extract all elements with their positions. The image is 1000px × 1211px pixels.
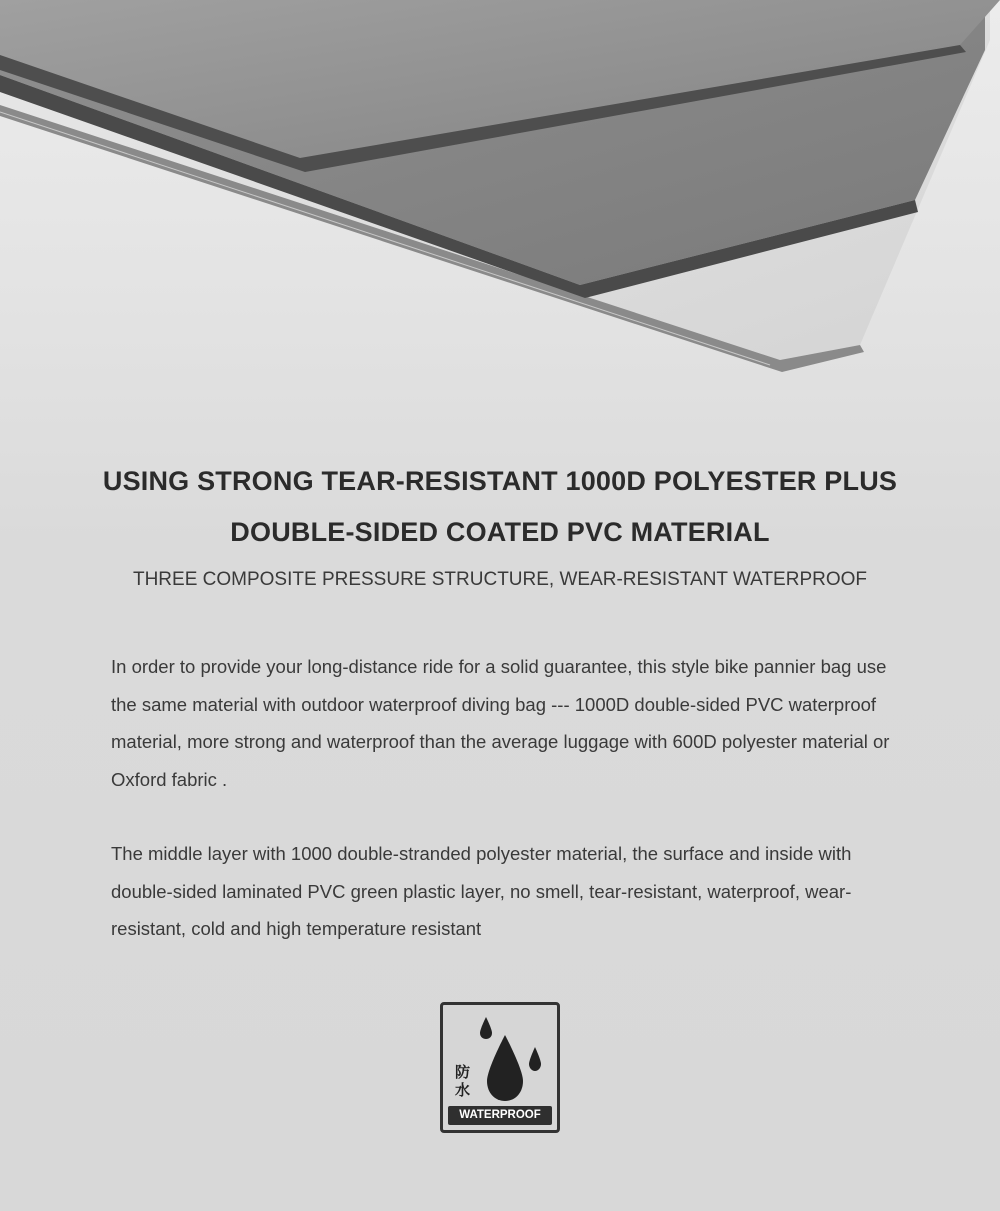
material-layers-image bbox=[0, 0, 1000, 430]
description-paragraph-2: The middle layer with 1000 double-stranded polyester material, the surface and inside with double-sided laminated PVC green plastic layer, no smell, tear-resistant, waterproof, wear-resistant, cold and high temperature resistant bbox=[111, 843, 852, 939]
badge-label: WATERPROOF bbox=[448, 1106, 552, 1125]
waterproof-badge bbox=[440, 1002, 560, 1133]
description-paragraph-1: In order to provide your long-distance ride for a solid guarantee, this style bike pannier bag use the same material with outdoor waterproof diving bag --- 1000D double-sided PVC waterproof material, more strong and waterproof than the average luggage with 600D polyester material or Oxford fabric . bbox=[111, 656, 890, 790]
headline-line-1: USING STRONG TEAR-RESISTANT 1000D POLYESTER PLUS bbox=[102, 466, 898, 496]
badge-chinese-text: 防水 bbox=[455, 1063, 471, 1099]
subheadline: THREE COMPOSITE PRESSURE STRUCTURE, WEAR-RESISTANT WATERPROOF bbox=[132, 569, 867, 590]
headline-line-2: DOUBLE-SIDED COATED PVC MATERIAL bbox=[230, 517, 770, 547]
